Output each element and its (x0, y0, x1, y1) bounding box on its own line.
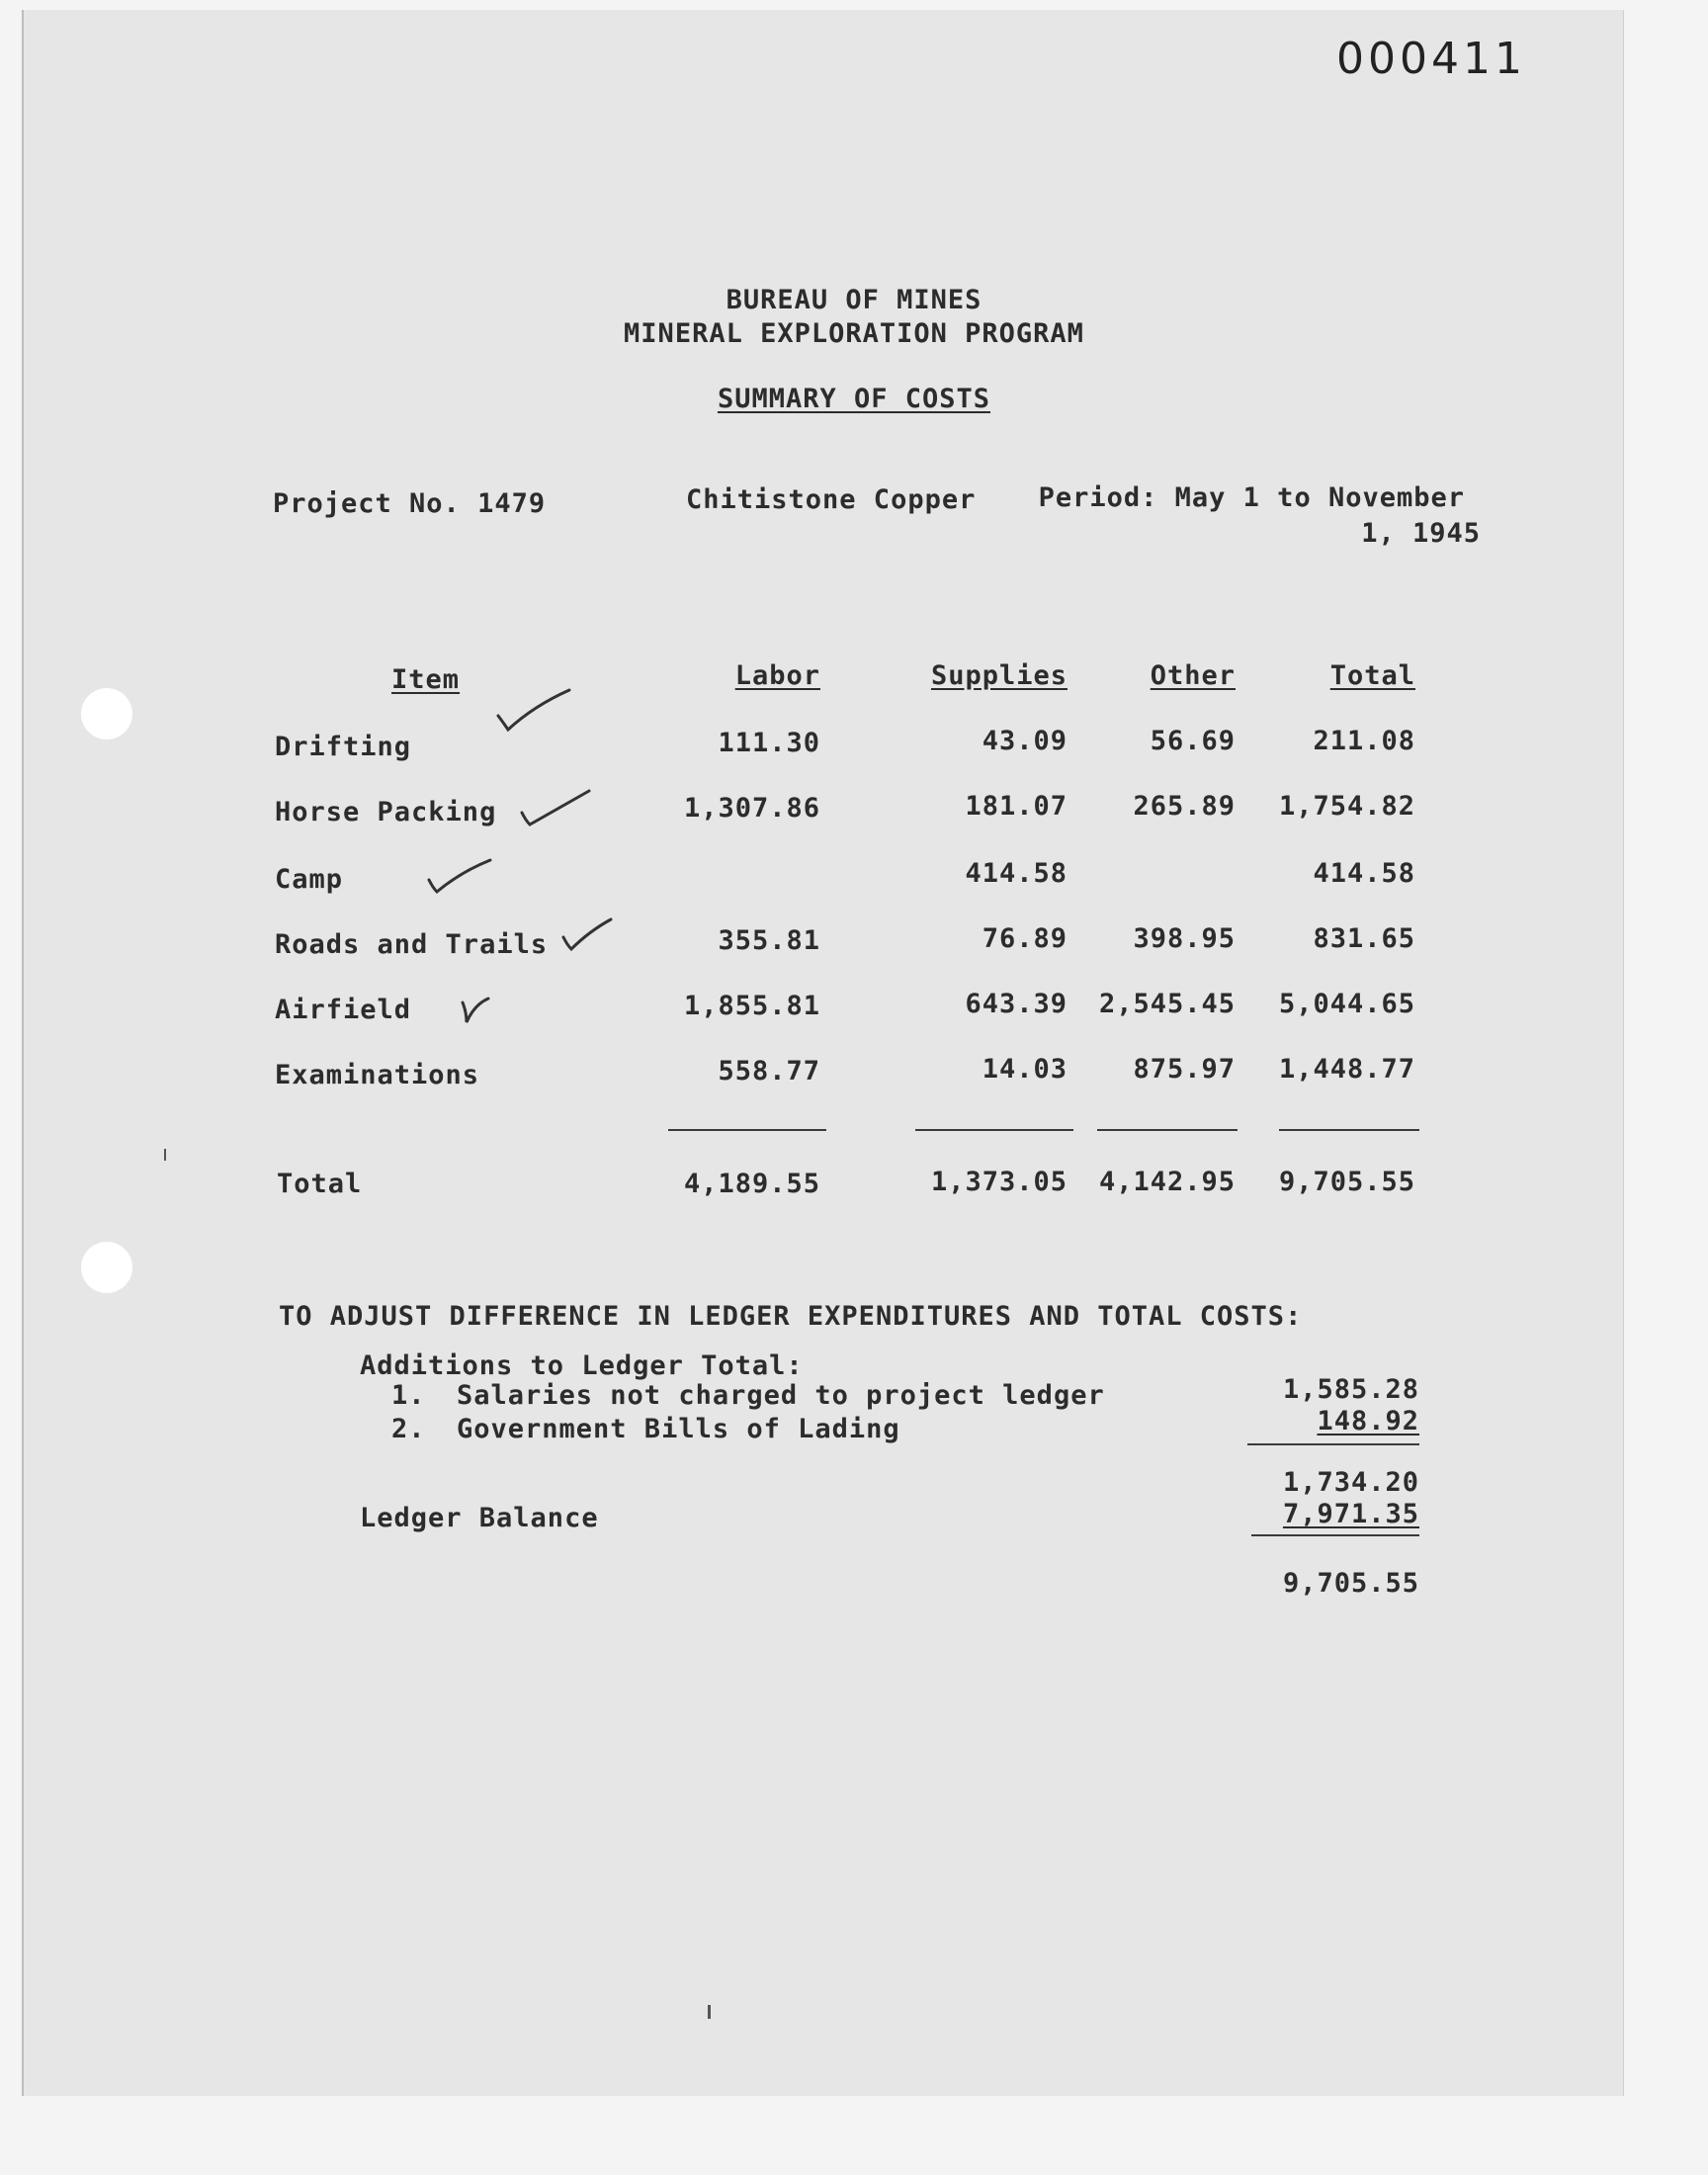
column-header-supplies: Supplies (930, 660, 1068, 691)
table-cell-labor: 355.81 (718, 925, 820, 956)
table-cell-labor: 1,855.81 (683, 991, 820, 1021)
table-cell-other: 265.89 (1133, 791, 1236, 822)
table-cell-total: 211.08 (1313, 726, 1415, 756)
column-header-other: Other (1150, 660, 1236, 691)
project-number: Project No. 1479 (273, 488, 547, 519)
check-mark-icon (425, 854, 494, 898)
table-cell-total: 1,754.82 (1278, 791, 1415, 822)
adjustment-heading: TO ADJUST DIFFERENCE IN LEDGER EXPENDITURES AND TOTAL COSTS: (279, 1301, 1303, 1332)
addition-label: Salaries not charged to project ledger (457, 1380, 1105, 1411)
table-cell-supplies: 76.89 (982, 923, 1068, 954)
period-line-2: 1, 1945 (1361, 518, 1481, 549)
table-cell-labor: 1,307.86 (683, 793, 820, 824)
agency-heading: BUREAU OF MINES (726, 285, 982, 315)
grand-total-rule (1251, 1534, 1419, 1536)
addition-label: Government Bills of Lading (457, 1414, 900, 1444)
table-cell-supplies: 14.03 (982, 1054, 1068, 1085)
table-cell-total: 5,044.65 (1278, 989, 1415, 1019)
additions-subtotal: 1,734.20 (1282, 1467, 1419, 1498)
subtotal-rule (1247, 1443, 1419, 1445)
column-header-total: Total (1329, 660, 1415, 691)
table-row-item: Airfield (275, 995, 412, 1025)
table-cell-total: 414.58 (1313, 858, 1415, 889)
table-cell-labor: 558.77 (718, 1056, 820, 1087)
table-row-item: Roads and Trails (275, 929, 549, 960)
additions-label: Additions to Ledger Total: (360, 1350, 804, 1381)
addition-amount: 1,585.28 (1282, 1374, 1419, 1405)
scan-mark (164, 1149, 166, 1161)
table-cell-supplies: 414.58 (965, 858, 1068, 889)
addition-number: 1. (391, 1380, 426, 1411)
table-cell-other: 398.95 (1133, 923, 1236, 954)
table-cell-total: 831.65 (1313, 923, 1415, 954)
scan-mark (708, 2005, 711, 2019)
totals-supplies: 1,373.05 (930, 1167, 1068, 1197)
ledger-balance-label: Ledger Balance (360, 1503, 599, 1533)
check-mark-icon (457, 993, 492, 1026)
check-mark-icon (518, 787, 593, 830)
totals-total: 9,705.55 (1278, 1167, 1415, 1197)
addition-amount: 148.92 (1317, 1406, 1419, 1436)
table-cell-supplies: 643.39 (965, 989, 1068, 1019)
table-cell-labor: 111.30 (718, 728, 820, 758)
total-rule-labor (668, 1129, 826, 1131)
check-mark-icon (559, 915, 615, 955)
totals-labor: 4,189.55 (683, 1169, 820, 1199)
total-rule-other (1097, 1129, 1238, 1131)
column-header-labor: Labor (734, 660, 820, 691)
total-rule-total (1279, 1129, 1419, 1131)
grand-total: 9,705.55 (1282, 1568, 1419, 1599)
table-row-item: Camp (275, 864, 344, 895)
table-cell-total: 1,448.77 (1278, 1054, 1415, 1085)
totals-row-label: Total (277, 1169, 363, 1199)
table-row-item: Drifting (275, 732, 412, 762)
punch-hole (81, 1242, 132, 1293)
table-cell-other: 56.69 (1150, 726, 1236, 756)
totals-other: 4,142.95 (1098, 1167, 1236, 1197)
column-header-item: Item (391, 664, 461, 695)
table-cell-supplies: 43.09 (982, 726, 1068, 756)
ledger-balance-amount: 7,971.35 (1282, 1499, 1419, 1529)
table-cell-other: 2,545.45 (1098, 989, 1236, 1019)
period-line-1: Period: May 1 to November (1038, 482, 1465, 513)
document-number: 000411 (1336, 34, 1526, 84)
project-name: Chitistone Copper (686, 484, 977, 515)
table-cell-supplies: 181.07 (965, 791, 1068, 822)
punch-hole (81, 688, 132, 740)
total-rule-supplies (915, 1129, 1073, 1131)
document-title: SUMMARY OF COSTS (717, 384, 991, 414)
check-mark-icon (494, 686, 573, 736)
table-row-item: Examinations (275, 1060, 480, 1090)
program-heading: MINERAL EXPLORATION PROGRAM (624, 318, 1084, 349)
addition-number: 2. (391, 1414, 426, 1444)
table-row-item: Horse Packing (275, 797, 497, 827)
table-cell-other: 875.97 (1133, 1054, 1236, 1085)
